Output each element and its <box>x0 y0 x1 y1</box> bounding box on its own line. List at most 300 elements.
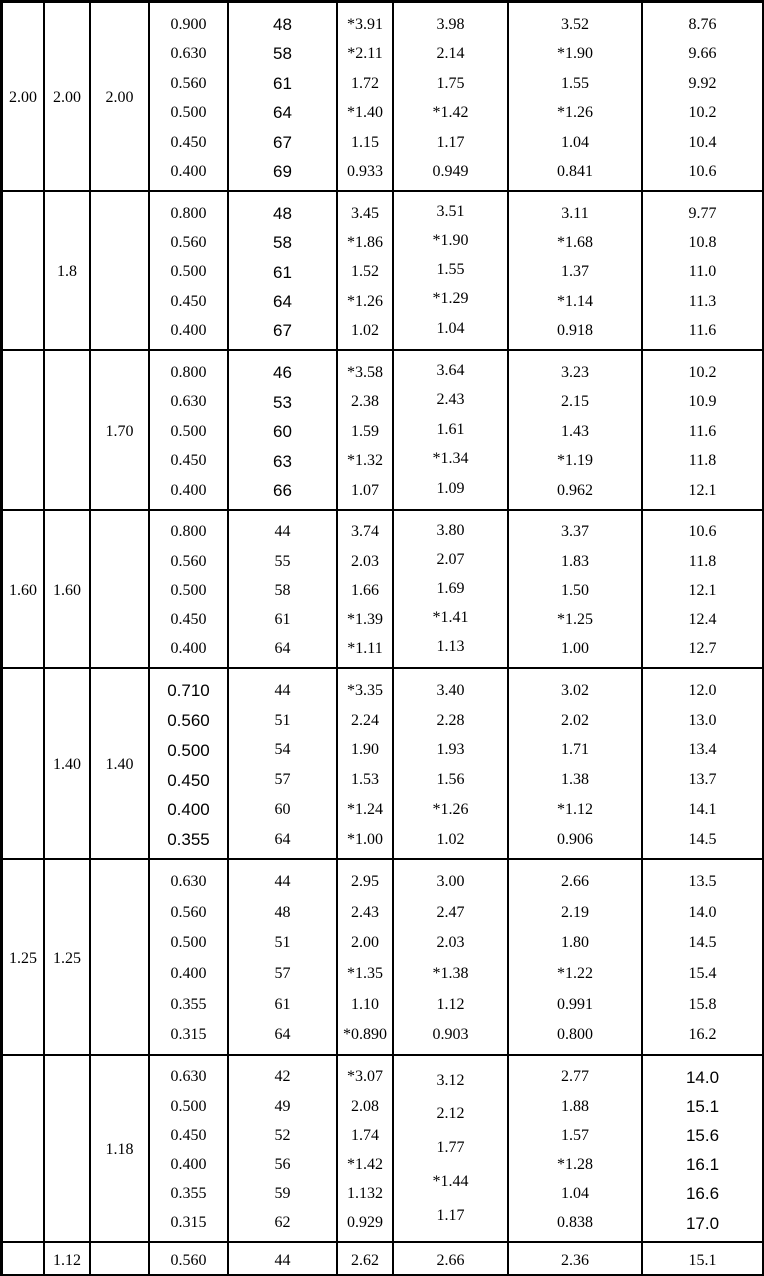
cell-value: 15.1 <box>685 1096 720 1116</box>
cell-value: 67 <box>273 321 292 341</box>
cell-value: 0.900 <box>170 15 207 33</box>
cell-value: 60 <box>274 801 291 819</box>
cell-value: 13.0 <box>688 711 717 729</box>
cell-value: 48 <box>273 14 292 34</box>
cell-value: 0.800 <box>557 1026 593 1044</box>
values-c4-cell <box>150 860 229 1054</box>
cell-value: 2.00 <box>9 89 37 107</box>
cell-value: 10.2 <box>688 104 717 122</box>
group-col1-cell <box>3 351 45 509</box>
cell-value: 2.08 <box>351 1097 379 1115</box>
values-c5-cell <box>229 192 338 349</box>
cell-value: 64 <box>274 640 291 658</box>
values-c6-cell <box>338 1056 394 1241</box>
cell-value: 1.90 <box>351 741 379 759</box>
cell-value: 61 <box>274 995 291 1013</box>
cell-value: *1.90 <box>432 232 469 250</box>
cell-value: 12.7 <box>688 640 717 658</box>
cell-value: *3.58 <box>347 363 383 381</box>
cell-value: 1.17 <box>436 1207 465 1225</box>
cell-value: 13.7 <box>688 771 717 789</box>
cell-value: 3.52 <box>561 15 589 33</box>
cell-value: 1.04 <box>561 1185 589 1202</box>
values-c4-cell <box>150 3 229 190</box>
values-c4-cell <box>150 1243 229 1276</box>
cell-value: 2.19 <box>561 903 589 921</box>
cell-value: *2.11 <box>347 45 383 63</box>
cell-value: 1.88 <box>561 1097 589 1115</box>
cell-value: 12.4 <box>688 610 717 628</box>
cell-value: 12.1 <box>688 581 717 599</box>
cell-value: 0.400 <box>170 965 207 983</box>
cell-value: 11.3 <box>688 292 717 310</box>
values-c4-cell <box>150 192 229 349</box>
cell-value: 44 <box>274 1252 291 1269</box>
cell-value: *1.12 <box>557 801 593 819</box>
cell-value: 1.71 <box>561 741 589 759</box>
values-c6-cell <box>338 192 394 349</box>
cell-value: 1.37 <box>561 263 589 281</box>
values-c4-cell <box>150 511 229 667</box>
cell-value: 1.56 <box>436 771 465 789</box>
cell-value: 10.8 <box>688 233 717 251</box>
cell-value: *1.26 <box>432 801 469 819</box>
cell-value: *1.00 <box>347 830 383 848</box>
cell-value: 16.2 <box>688 1026 717 1044</box>
values-c4-cell <box>150 669 229 858</box>
cell-value: 2.24 <box>351 711 379 729</box>
cell-value: *1.32 <box>347 452 383 470</box>
cell-value: 0.400 <box>170 322 207 340</box>
cell-value: 0.400 <box>170 481 207 499</box>
cell-value: *1.14 <box>557 292 593 310</box>
cell-value: 0.906 <box>557 830 593 848</box>
cell-value: 1.8 <box>57 263 77 281</box>
cell-value: 2.62 <box>351 1252 379 1269</box>
cell-value: 0.450 <box>170 610 207 628</box>
values-c5-cell <box>229 669 338 858</box>
cell-value: 2.07 <box>436 550 465 568</box>
cell-value: 0.630 <box>170 393 207 411</box>
cell-value: 1.93 <box>436 741 465 759</box>
cell-value: 1.04 <box>561 133 589 151</box>
values-c4-cell <box>150 351 229 509</box>
cell-value: 0.500 <box>170 263 207 281</box>
cell-value: 48 <box>273 203 292 223</box>
cell-value: *3.07 <box>347 1068 383 1086</box>
cell-value: 1.69 <box>436 579 465 597</box>
cell-value: 2.03 <box>351 552 379 570</box>
cell-value: 0.355 <box>170 995 207 1013</box>
cell-value: 64 <box>273 292 292 312</box>
cell-value: 0.560 <box>170 1252 207 1269</box>
cell-value: 3.02 <box>561 681 589 699</box>
cell-value: 44 <box>274 873 291 891</box>
cell-value: 1.04 <box>436 319 465 337</box>
cell-value: 1.57 <box>561 1126 589 1144</box>
cell-value: 49 <box>274 1097 291 1115</box>
cell-value: 1.50 <box>561 581 589 599</box>
cell-value: 1.25 <box>53 949 81 967</box>
group-col1-cell <box>3 1243 45 1276</box>
cell-value: 14.5 <box>688 830 717 848</box>
cell-value: 64 <box>274 830 291 848</box>
cell-value: 2.03 <box>436 934 465 952</box>
cell-value: 0.500 <box>167 740 210 760</box>
cell-value: 1.60 <box>53 581 81 599</box>
group-col1-cell <box>3 3 45 190</box>
cell-value: 8.76 <box>688 15 717 33</box>
cell-value: 0.400 <box>167 800 210 820</box>
table-section <box>3 860 762 1056</box>
cell-value: 10.9 <box>688 393 717 411</box>
cell-value: 1.43 <box>561 422 589 440</box>
cell-value: 0.710 <box>167 681 210 701</box>
cell-value: 12.0 <box>688 681 717 699</box>
values-c8-cell <box>509 192 643 349</box>
group-col1-cell <box>3 1056 45 1241</box>
group-col3-cell <box>91 511 150 667</box>
values-c6-cell <box>338 511 394 667</box>
cell-value: 0.450 <box>170 452 207 470</box>
cell-value: 14.1 <box>688 801 717 819</box>
cell-value: 1.00 <box>561 640 589 658</box>
cell-value: 0.962 <box>557 481 593 499</box>
values-c5-cell <box>229 351 338 509</box>
cell-value: 44 <box>274 681 291 699</box>
cell-value: 0.630 <box>170 1068 207 1086</box>
cell-value: 42 <box>274 1068 291 1086</box>
cell-value: 13.4 <box>688 741 717 759</box>
cell-value: 2.43 <box>436 391 465 409</box>
values-c8-cell <box>509 3 643 190</box>
cell-value: *1.40 <box>347 104 383 122</box>
cell-value: 0.838 <box>557 1214 593 1232</box>
cell-value: 58 <box>274 581 291 599</box>
group-col2-cell <box>45 669 91 858</box>
group-col3-cell <box>91 1056 150 1241</box>
values-c5-cell <box>229 1243 338 1276</box>
cell-value: 15.4 <box>688 965 717 983</box>
cell-value: *3.35 <box>347 681 383 699</box>
cell-value: 0.500 <box>170 934 207 952</box>
cell-value: *1.38 <box>432 965 469 983</box>
values-c6-cell <box>338 669 394 858</box>
cell-value: 12.1 <box>688 481 717 499</box>
cell-value: 1.40 <box>105 756 134 774</box>
group-col2-cell <box>45 3 91 190</box>
group-col1-cell <box>3 860 45 1054</box>
cell-value: 1.132 <box>347 1185 383 1202</box>
cell-value: 61 <box>274 610 291 628</box>
cell-value: 54 <box>274 741 291 759</box>
values-c6-cell <box>338 351 394 509</box>
cell-value: 2.66 <box>561 873 589 891</box>
cell-value: 0.630 <box>170 873 207 891</box>
cell-value: 1.12 <box>436 995 465 1013</box>
cell-value: 11.6 <box>688 322 717 340</box>
values-c8-cell <box>509 1056 643 1241</box>
cell-value: 11.0 <box>688 263 717 281</box>
values-c8-cell <box>509 511 643 667</box>
cell-value: 0.560 <box>167 710 210 730</box>
cell-value: 2.36 <box>561 1252 589 1269</box>
cell-value: 61 <box>273 262 292 282</box>
group-col3-cell <box>91 669 150 858</box>
cell-value: 1.72 <box>351 74 379 92</box>
cell-value: 11.8 <box>688 552 717 570</box>
cell-value: 63 <box>273 451 292 471</box>
cell-value: *1.42 <box>432 104 469 122</box>
cell-value: 56 <box>274 1155 291 1173</box>
cell-value: *1.44 <box>432 1173 469 1191</box>
values-c4-cell <box>150 1056 229 1241</box>
group-col2-cell <box>45 860 91 1054</box>
cell-value: 0.560 <box>170 552 207 570</box>
cell-value: 52 <box>274 1126 291 1144</box>
cell-value: 58 <box>273 44 292 64</box>
group-col2-cell <box>45 1056 91 1241</box>
cell-value: 0.315 <box>170 1026 207 1044</box>
cell-value: 1.70 <box>105 422 134 440</box>
cell-value: 60 <box>273 422 292 442</box>
cell-value: 44 <box>274 523 291 541</box>
cell-value: 0.933 <box>347 163 383 181</box>
cell-value: 1.55 <box>436 261 465 279</box>
values-c8-cell <box>509 669 643 858</box>
cell-value: 3.74 <box>351 523 379 541</box>
group-col2-cell <box>45 1243 91 1276</box>
cell-value: 14.0 <box>685 1067 720 1087</box>
values-c8-cell <box>509 351 643 509</box>
cell-value: 15.1 <box>688 1252 717 1269</box>
cell-value: 0.800 <box>170 363 207 381</box>
cell-value: 0.355 <box>170 1185 207 1202</box>
cell-value: *1.26 <box>557 104 593 122</box>
cell-value: *1.29 <box>432 290 469 308</box>
group-col3-cell <box>91 860 150 1054</box>
cell-value: 1.18 <box>105 1141 134 1159</box>
cell-value: 48 <box>274 903 291 921</box>
cell-value: 15.8 <box>688 995 717 1013</box>
cell-value: 16.1 <box>685 1155 720 1175</box>
cell-value: 55 <box>274 552 291 570</box>
cell-value: 2.00 <box>351 934 379 952</box>
cell-value: 0.560 <box>170 903 207 921</box>
cell-value: 9.77 <box>688 204 717 222</box>
values-c9-cell <box>643 192 762 349</box>
cell-value: 2.02 <box>561 711 589 729</box>
values-c9-cell <box>643 1243 762 1276</box>
cell-value: 64 <box>273 103 292 123</box>
cell-value: 10.2 <box>688 363 717 381</box>
cell-value: 3.45 <box>351 204 379 222</box>
cell-value: 57 <box>274 771 291 789</box>
cell-value: *1.35 <box>347 965 383 983</box>
cell-value: 2.95 <box>351 873 379 891</box>
values-c7-cell <box>394 860 509 1054</box>
cell-value: 9.66 <box>688 45 717 63</box>
cell-value: 1.09 <box>436 479 465 497</box>
cell-value: 0.450 <box>170 292 207 310</box>
table-section <box>3 192 762 351</box>
table-section <box>3 351 762 511</box>
group-col3-cell <box>91 3 150 190</box>
values-c6-cell <box>338 1243 394 1276</box>
cell-value: 1.59 <box>351 422 379 440</box>
cell-value: 15.6 <box>685 1126 720 1146</box>
table-section <box>3 1056 762 1243</box>
cell-value: 10.6 <box>688 523 717 541</box>
cell-value: 9.92 <box>688 74 717 92</box>
cell-value: 2.14 <box>436 45 465 63</box>
values-c7-cell <box>394 1243 509 1276</box>
cell-value: 59 <box>274 1185 291 1202</box>
cell-value: *1.68 <box>557 233 593 251</box>
cell-value: *1.22 <box>557 965 593 983</box>
cell-value: 14.5 <box>688 934 717 952</box>
cell-value: *1.25 <box>557 610 593 628</box>
cell-value: 58 <box>273 233 292 253</box>
cell-value: 1.25 <box>9 949 37 967</box>
cell-value: 0.500 <box>170 104 207 122</box>
values-c7-cell-merged <box>394 351 509 509</box>
cell-value: 1.10 <box>351 995 379 1013</box>
cell-value: *1.86 <box>347 233 383 251</box>
group-col1-cell <box>3 511 45 667</box>
cell-value: 3.37 <box>561 523 589 541</box>
cell-value: 0.929 <box>347 1214 383 1232</box>
values-c5-cell <box>229 511 338 667</box>
cell-value: 2.15 <box>561 393 589 411</box>
cell-value: 1.61 <box>436 420 465 438</box>
cell-value: 0.400 <box>170 1155 207 1173</box>
cell-value: 3.64 <box>436 362 465 379</box>
cell-value: 3.11 <box>561 204 589 222</box>
cell-value: 62 <box>274 1214 291 1232</box>
values-c7-cell-merged <box>394 192 509 349</box>
values-c7-cell <box>394 669 509 858</box>
cell-value: 61 <box>273 73 292 93</box>
cell-value: 0.400 <box>170 640 207 658</box>
cell-value: 0.841 <box>557 163 593 181</box>
values-c9-cell <box>643 669 762 858</box>
cell-value: 1.83 <box>561 552 589 570</box>
cell-value: 0.800 <box>170 204 207 222</box>
cell-value: 3.40 <box>436 681 465 699</box>
cell-value: 0.903 <box>432 1026 469 1044</box>
values-c9-cell <box>643 351 762 509</box>
cell-value: 0.500 <box>170 581 207 599</box>
cell-value: 57 <box>274 965 291 983</box>
values-c7-cell-merged <box>394 511 509 667</box>
values-c5-cell <box>229 860 338 1054</box>
cell-value: 53 <box>273 392 292 412</box>
cell-value: 14.0 <box>688 903 717 921</box>
cell-value: 2.12 <box>436 1105 465 1123</box>
cell-value: 11.6 <box>688 422 717 440</box>
cell-value: *3.91 <box>347 15 383 33</box>
cell-value: 11.8 <box>688 452 717 470</box>
cell-value: 0.500 <box>170 1097 207 1115</box>
cell-value: 2.66 <box>436 1252 465 1269</box>
cell-value: 1.07 <box>351 481 379 499</box>
cell-value: 0.800 <box>170 523 207 541</box>
cell-value: 1.17 <box>436 133 465 151</box>
values-c7-cell <box>394 3 509 190</box>
cell-value: 3.23 <box>561 363 589 381</box>
table-section <box>3 669 762 860</box>
cell-value: 3.00 <box>436 873 465 891</box>
cell-value: 0.991 <box>557 995 593 1013</box>
cell-value: 0.500 <box>170 422 207 440</box>
group-col1-cell <box>3 192 45 349</box>
group-col2-cell <box>45 192 91 349</box>
cell-value: *0.890 <box>343 1026 387 1044</box>
cell-value: 0.400 <box>170 163 207 181</box>
cell-value: 69 <box>273 162 292 182</box>
table-section <box>3 3 762 192</box>
cell-value: 0.630 <box>170 45 207 63</box>
cell-value: 0.918 <box>557 322 593 340</box>
table-section <box>3 1243 762 1276</box>
values-c7-cell-merged <box>394 1056 509 1241</box>
values-c5-cell <box>229 3 338 190</box>
group-col2-cell <box>45 351 91 509</box>
cell-value: 2.43 <box>351 903 379 921</box>
cell-value: 1.66 <box>351 581 379 599</box>
cell-value: *1.90 <box>557 45 593 63</box>
cell-value: 10.6 <box>688 163 717 181</box>
cell-value: 2.00 <box>53 89 81 107</box>
cell-value: 3.80 <box>436 521 465 539</box>
cell-value: 1.40 <box>53 756 81 774</box>
values-c8-cell <box>509 860 643 1054</box>
cell-value: 1.02 <box>351 322 379 340</box>
values-c6-cell <box>338 3 394 190</box>
cell-value: *1.24 <box>347 801 383 819</box>
values-c5-cell <box>229 1056 338 1241</box>
cell-value: *1.42 <box>347 1155 383 1173</box>
cell-value: 0.560 <box>170 233 207 251</box>
cell-value: 0.315 <box>170 1214 207 1232</box>
cell-value: 1.52 <box>351 263 379 281</box>
cell-value: 3.51 <box>436 202 465 220</box>
group-col2-cell <box>45 511 91 667</box>
values-c6-cell <box>338 860 394 1054</box>
cell-value: 1.80 <box>561 934 589 952</box>
cell-value: *1.19 <box>557 452 593 470</box>
group-col3-cell <box>91 351 150 509</box>
cell-value: 0.560 <box>170 74 207 92</box>
cell-value: 3.98 <box>436 15 465 33</box>
cell-value: 1.74 <box>351 1126 379 1144</box>
cell-value: 2.28 <box>436 711 465 729</box>
cell-value: 3.12 <box>436 1071 465 1089</box>
values-c9-cell <box>643 860 762 1054</box>
cell-value: 1.02 <box>436 830 465 848</box>
cell-value: 16.6 <box>685 1184 720 1204</box>
cell-value: 10.4 <box>688 133 717 151</box>
values-c9-cell <box>643 511 762 667</box>
cell-value: 1.12 <box>53 1252 81 1269</box>
cell-value: 1.75 <box>436 74 465 92</box>
cell-value: 13.5 <box>688 873 717 891</box>
cell-value: 0.450 <box>170 1126 207 1144</box>
cell-value: 1.38 <box>561 771 589 789</box>
cell-value: *1.11 <box>347 640 383 658</box>
cell-value: 1.55 <box>561 74 589 92</box>
